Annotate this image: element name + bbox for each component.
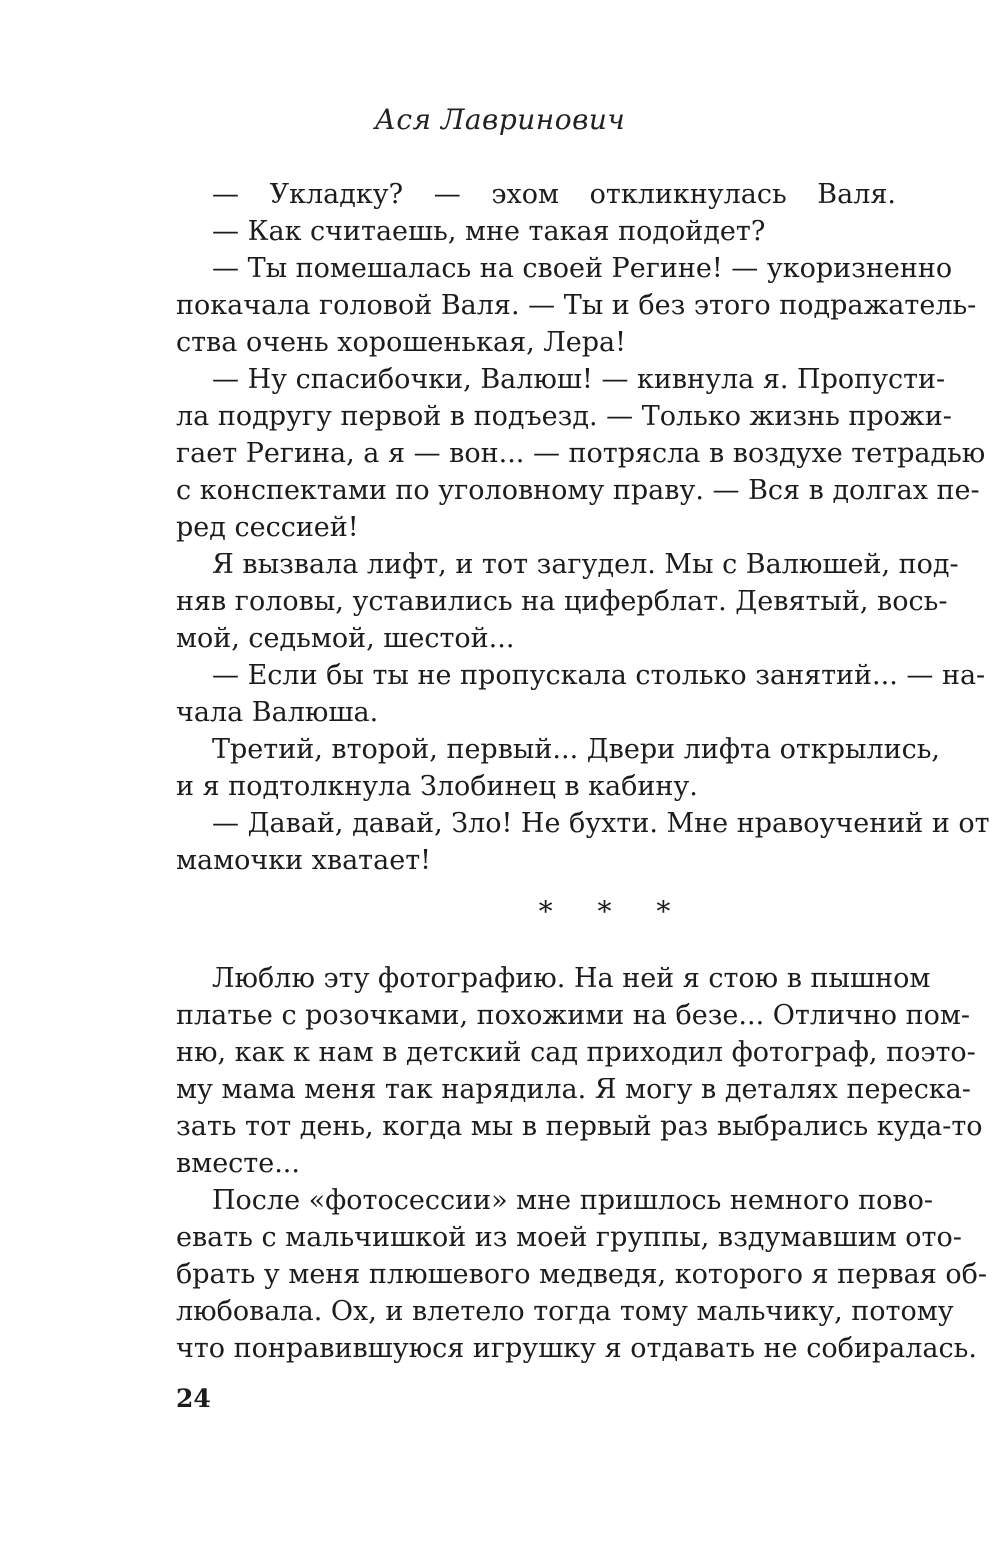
text-line: — Как считаешь, мне такая подойдет? [212, 216, 766, 247]
running-header-author: Ася Лавринович [374, 103, 626, 136]
text-line: вместе... [176, 1148, 300, 1179]
text-line: евать с мальчишкой из моей группы, вздумавшим ото- [176, 1222, 962, 1253]
text-line: — Если бы ты не пропускала столько занятий... — на- [212, 660, 986, 691]
text-line: любовала. Ох, и влетело тогда тому мальчику, потому [176, 1296, 954, 1327]
text-line: — Укладку? — эхом откликнулась Валя. [212, 179, 896, 210]
text-line: — Давай, давай, Зло! Не бухти. Мне нравоучений и от [212, 808, 990, 839]
text-line: ред сессией! [176, 512, 359, 543]
text-line: покачала головой Валя. — Ты и без этого подражатель- [176, 290, 977, 321]
text-line: Я вызвала лифт, и тот загудел. Мы с Валюшей, под- [212, 549, 959, 580]
page-number: 24 [176, 1384, 211, 1413]
text-line: платье с розочками, похожими на безе... Отлично пом- [176, 1000, 971, 1031]
text-line: ню, как к нам в детский сад приходил фотограф, поэто- [176, 1037, 976, 1068]
text-line: что понравившуюся игрушку я отдавать не собиралась. [176, 1333, 977, 1364]
text-line: зать тот день, когда мы в первый раз выбрались куда-то [176, 1111, 983, 1142]
text-line: После «фотосессии» мне пришлось немного пово- [212, 1185, 933, 1216]
text-line: гает Регина, а я — вон... — потрясла в воздухе тетрадью [176, 438, 986, 469]
text-line: ла подругу первой в подъезд. — Только жизнь прожи- [176, 401, 952, 432]
text-line: с конспектами по уголовному праву. — Вся в долгах пе- [176, 475, 980, 506]
text-line: няв головы, уставились на циферблат. Девятый, вось- [176, 586, 948, 617]
text-line: му мама меня так нарядила. Я могу в деталях переска- [176, 1074, 971, 1105]
text-line: брать у меня плюшевого медведя, которого я первая об- [176, 1259, 987, 1290]
text-line: — Ты помешалась на своей Регине! — укоризненно [212, 253, 953, 284]
page-body-text [176, 176, 990, 1367]
text-line: Люблю эту фотографию. На ней я стою в пышном [212, 963, 931, 994]
text-line: мамочки хватает! [176, 845, 431, 876]
text-line: — Ну спасибочки, Валюш! — кивнула я. Пропусти- [212, 364, 946, 395]
text-line: чала Валюша. [176, 697, 379, 728]
text-line: и я подтолкнула Злобинец в кабину. [176, 771, 698, 802]
text-line: мой, седьмой, шестой... [176, 623, 515, 654]
text-line: ства очень хорошенькая, Лера! [176, 327, 627, 358]
text-line: Третий, второй, первый... Двери лифта открылись, [212, 734, 941, 765]
section-separator: * * * [538, 895, 689, 928]
